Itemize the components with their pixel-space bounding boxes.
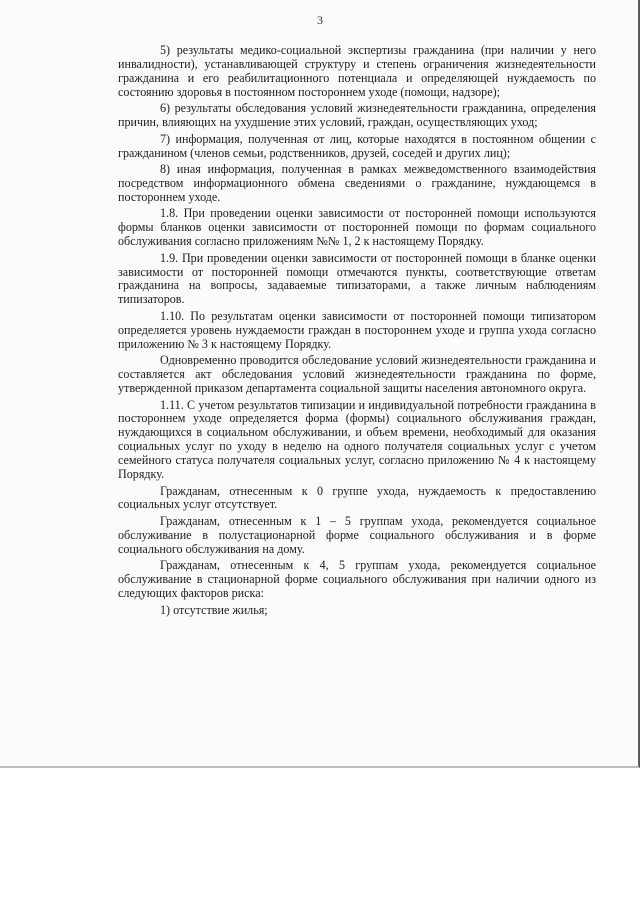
page-number: 3 — [317, 13, 323, 27]
paragraph: 1.10. По результатам оценки зависимости от посторонней помощи типизатором определяется уровень нуждаемости граждан в постороннем уходе и группа ухода согласно приложению № 3 к настоящему Порядку. — [118, 308, 596, 351]
paragraph: Гражданам, отнесенным к 0 группе ухода, нуждаемость к предоставлению социальных услуг отсутствует. — [118, 483, 596, 512]
paragraph: 1.9. При проведении оценки зависимости от посторонней помощи в бланке оценки зависимости от посторонней помощи отмечаются пункты, соответствующие ответам гражданина на вопросы, задаваемые типизаторами, а также личным наблюдениям типизаторов. — [118, 250, 596, 307]
paragraph: Одновременно проводится обследование условий жизнедеятельности гражданина и составляется акт обследования условий жизнедеятельности гражданина по форме, утвержденной приказом департамента социальной защиты населения автономного округа. — [118, 353, 596, 395]
paragraph: 1.11. С учетом результатов типизации и индивидуальной потребности гражданина в постороннем уходе определяется форма (формы) социального обслуживания граждан, нуждающихся в социальном обслуживании, и объем времени, необходимый для оказания социальных услуг по уходу в неделю на одного получателя социальных услуг с учетом семейного статуса получателя социальных услуг, согласно приложению № 4 к настоящему Порядку. — [118, 397, 596, 482]
paragraph: 1) отсутствие жилья; — [160, 602, 268, 617]
document-body — [118, 44, 596, 620]
paragraph: 1.8. При проведении оценки зависимости от посторонней помощи используются формы бланков оценки зависимости от посторонней помощи по формам социального обслуживания согласно приложениям №№ 1, 2 к настоящему Порядку. — [118, 206, 596, 249]
paragraph: 7) информация, полученная от лиц, которые находятся в постоянном общении с гражданином (членов семьи, родственников, друзей, соседей и других лиц); — [118, 131, 596, 160]
paragraph: Гражданам, отнесенным к 1 – 5 группам ухода, рекомендуется социальное обслуживание в полустационарной форме социального обслуживания и в форме социального обслуживания на дому. — [118, 513, 596, 556]
paragraph: 5) результаты медико-социальной экспертизы гражданина (при наличии у него инвалидности), устанавливающей структуру и степень ограничения жизнедеятельности гражданина и его реабилитационного потенциала и определяющей нуждаемость по состоянию здоровья в постоянном постороннем уходе (помощи, надзоре); — [118, 43, 596, 99]
paragraph: 8) иная информация, полученная в рамках межведомственного взаимодействия посредством информационного обмена сведениями о гражданине, нуждающемся в постороннем уходе. — [118, 162, 596, 204]
paragraph: Гражданам, отнесенным к 4, 5 группам ухода, рекомендуется социальное обслуживание в стационарной форме социального обслуживания при наличии одного из следующих факторов риска: — [118, 558, 596, 601]
paragraph: 6) результаты обследования условий жизнедеятельности гражданина, определения причин, влияющих на ухудшение этих условий, граждан, осуществляющих уход; — [118, 101, 596, 130]
